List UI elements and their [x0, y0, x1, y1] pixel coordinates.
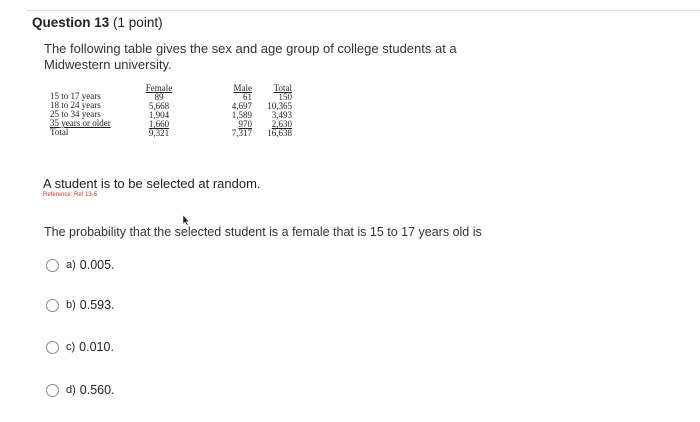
question-title [32, 15, 163, 30]
table-column-total [262, 83, 292, 138]
table-cell: 16,638 [267, 128, 292, 138]
option-letter: d) [66, 384, 76, 396]
table-cell: 7,317 [231, 128, 252, 138]
table-cell: 150 [278, 92, 292, 102]
table-column-female [140, 83, 178, 138]
column-header: Male [233, 83, 252, 93]
option-letter: c) [66, 341, 76, 353]
table-cell: 89 [154, 92, 164, 102]
row-label: 18 to 24 years [50, 100, 101, 110]
question-points: (1 point) [113, 15, 163, 30]
table-cell: 1,660 [148, 119, 170, 129]
table-cell: 9,321 [148, 128, 170, 138]
option-a[interactable] [46, 256, 115, 274]
table-cell: 1,589 [231, 110, 252, 120]
radio-button[interactable] [46, 341, 59, 354]
reference-link[interactable]: Reference: Ref 13-5 [43, 192, 98, 198]
column-header: Female [145, 83, 173, 93]
table-cell: 1,904 [148, 110, 170, 120]
radio-button[interactable] [46, 259, 59, 272]
table-cell: 4,697 [231, 101, 252, 111]
row-label: 25 to 34 years [50, 109, 101, 119]
option-letter: a) [66, 259, 76, 271]
option-value: 0.010. [79, 340, 114, 354]
table-cell: 3,493 [271, 110, 292, 120]
option-d[interactable] [46, 381, 115, 399]
row-label: Total [50, 127, 69, 137]
table-cell: 10,365 [267, 101, 292, 111]
option-value: 0.005. [79, 258, 115, 272]
option-value: 0.560. [79, 383, 115, 397]
table-cell: 2,630 [271, 119, 292, 129]
row-label: 15 to 17 years [50, 91, 101, 101]
question-number: Question 13 [32, 15, 110, 30]
question-intro: The following table gives the sex and age group of college students at a Midwestern university. [44, 41, 457, 72]
option-b[interactable] [46, 296, 115, 314]
option-c[interactable] [46, 338, 114, 356]
question-prompt: The probability that the selected student is a female that is 15 to 17 years old is [44, 225, 482, 239]
table-cell: 5,668 [148, 101, 170, 111]
option-letter: b) [66, 299, 76, 311]
row-label: 35 years or older [50, 118, 111, 128]
scenario-text: A student is to be selected at random. [43, 176, 261, 191]
top-divider [26, 10, 700, 11]
table-cell: 61 [243, 92, 252, 102]
table-cell: 970 [238, 119, 252, 129]
radio-button[interactable] [46, 299, 59, 312]
table-row-labels [50, 92, 111, 137]
column-header: Total [273, 83, 292, 93]
table-column-male [224, 83, 252, 138]
radio-button[interactable] [46, 384, 59, 397]
option-value: 0.593. [79, 298, 115, 312]
